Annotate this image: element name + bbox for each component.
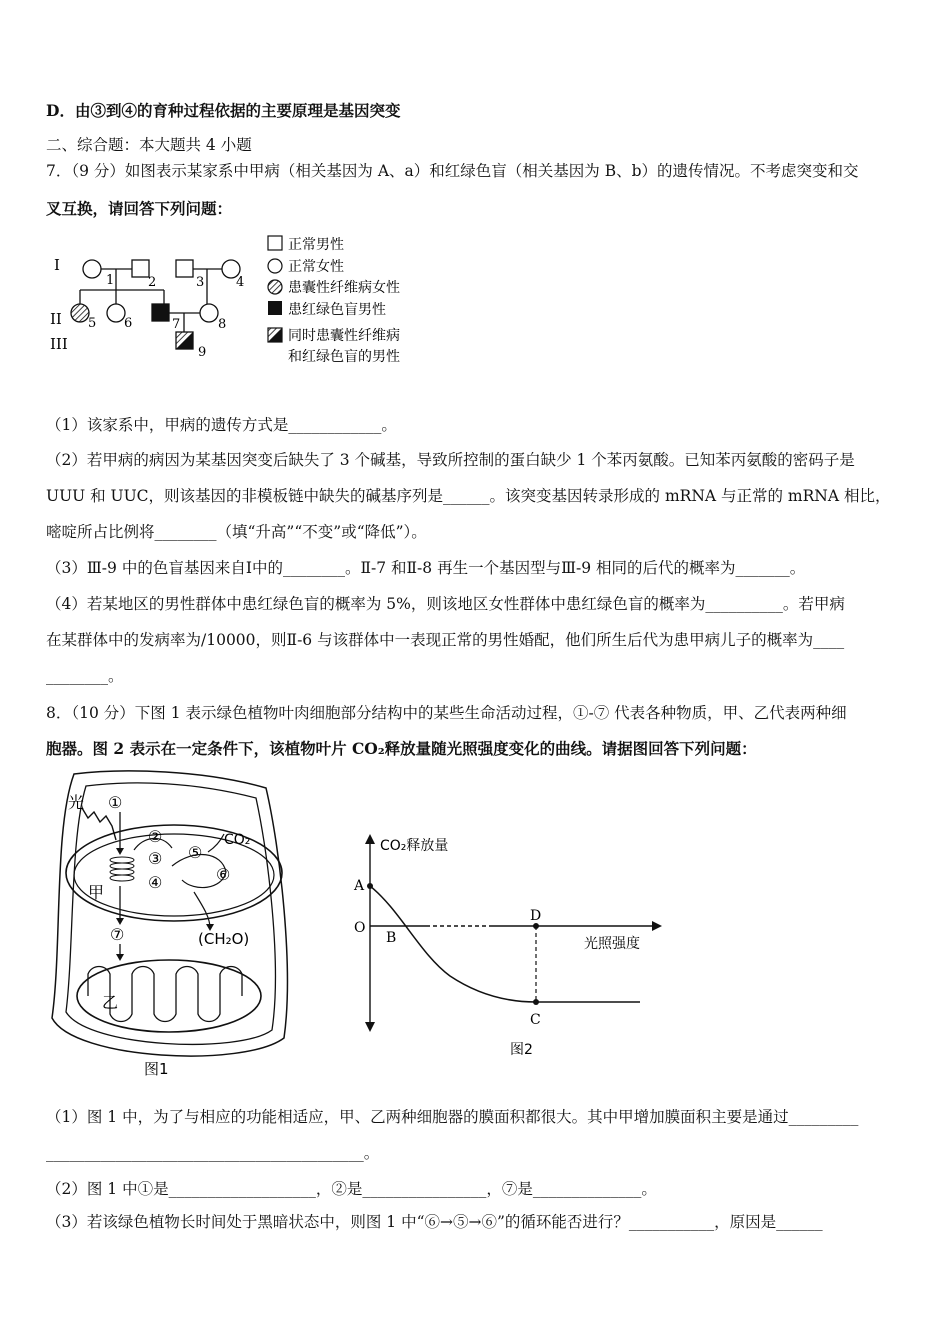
q7-part2-line2: UUU 和 UUC，则该基因的非模板链中缺失的碱基序列是______。该突变基因转录形成的 mRNA 与正常的 mRNA 相比， [46, 487, 891, 505]
legend-normal-male: 正常男性 [288, 237, 344, 253]
label-9: 9 [198, 345, 207, 360]
substance-4: ④ [148, 873, 163, 892]
label-D: D [530, 908, 542, 924]
q8-part2: （2）图 1 中①是___________________，②是________________，⑦是______________。 [46, 1180, 657, 1198]
light-label: 光 [68, 793, 85, 812]
legend-normal-female: 正常女性 [288, 259, 344, 275]
option-d: D．由③到④的育种过程依据的主要原理是基因突变 [46, 101, 401, 120]
individual-I-2 [132, 260, 149, 277]
light-arrow [82, 808, 116, 840]
substance-7: ⑦ [110, 925, 125, 944]
label-4: 4 [236, 275, 245, 290]
label-6: 6 [124, 316, 133, 331]
y-axis-label: CO₂释放量 [380, 838, 449, 854]
x-axis-label: 光照强度 [584, 936, 640, 952]
ch2o-label: (CH₂O) [198, 930, 250, 948]
individual-I-1 [83, 260, 101, 278]
grana-stack [110, 857, 134, 881]
individual-I-3 [176, 260, 193, 277]
q8-part3: （3）若该绿色植物长时间处于黑暗状态中，则图 1 中“⑥→⑤→⑥”的循环能否进行？___________，原因是______ [46, 1213, 823, 1231]
label-2: 2 [148, 275, 157, 290]
substance-6: ⑥ [216, 865, 231, 884]
q7-part4-line3: ________。 [46, 667, 124, 685]
organelle-yi-label: 乙 [102, 993, 119, 1012]
substance-2: ② [148, 827, 163, 846]
point-A [367, 883, 373, 889]
q8-stem-line2: 胞器。图 2 表示在一定条件下，该植物叶片 CO₂释放量随光照强度变化的曲线。请据图回答下列问题： [46, 739, 757, 758]
q7-part1: （1）该家系中，甲病的遗传方式是____________。 [46, 416, 397, 434]
q7-stem-line2: 叉互换，请回答下列问题： [46, 199, 233, 218]
q7-part2-line3: 嘧啶所占比例将________（填“升高”“不变”或“降低”）。 [46, 523, 427, 541]
legend-cf-female: 患囊性纤维病女性 [288, 280, 400, 296]
figure-1-cell-diagram [44, 768, 294, 1080]
pedigree-legend [268, 236, 400, 365]
generation-label-2: II [50, 310, 62, 328]
legend-both-male-line1: 同时患囊性纤维病 [288, 328, 400, 344]
individual-II-7 [152, 304, 169, 321]
q7-part2-line1: （2）若甲病的病因为某基因突变后缺失了 3 个碱基，导致所控制的蛋白缺少 1 个苯丙氨酸。已知苯丙氨酸的密码子是 [46, 451, 855, 469]
q8-part1-line1: （1）图 1 中，为了与相应的功能相适应，甲、乙两种细胞器的膜面积都很大。其中甲增加膜面积主要是通过_________ [46, 1108, 859, 1126]
label-5: 5 [88, 316, 97, 331]
section-header: 二、综合题：本大题共 4 小题 [46, 136, 252, 154]
legend-colorblind-male: 患红绿色盲男性 [288, 302, 386, 318]
label-B: B [386, 930, 397, 946]
pedigree-chart [44, 232, 444, 372]
figure-2-caption: 图2 [510, 1042, 533, 1058]
individual-II-5 [71, 304, 89, 322]
substance-3: ③ [148, 849, 163, 868]
label-1: 1 [106, 273, 115, 288]
figure-2-co2-curve [340, 824, 670, 1064]
generation-label-1: I [54, 256, 60, 274]
individual-II-6 [107, 304, 125, 322]
label-3: 3 [196, 275, 205, 290]
substance-1: ① [108, 793, 123, 812]
label-O: O [354, 920, 366, 936]
q7-part3: （3）Ⅲ-9 中的色盲基因来自Ⅰ中的________。Ⅱ-7 和Ⅱ-8 再生一个基因型与Ⅲ-9 相同的后代的概率为_______。 [46, 559, 806, 577]
q7-stem-line1: 7．（9 分）如图表示某家系中甲病（相关基因为 A、a）和红绿色盲（相关基因为 B、b）的遗传情况。不考虑突变和交 [46, 162, 859, 180]
label-A: A [354, 878, 365, 894]
label-7: 7 [172, 317, 181, 332]
co2-label: CO₂ [224, 832, 251, 848]
legend-both-male-line2: 和红绿色盲的男性 [288, 349, 400, 365]
individual-II-8 [200, 304, 218, 322]
organelle-jia-label: 甲 [88, 883, 105, 902]
substance-5: ⑤ [188, 843, 203, 862]
q8-stem-line1: 8．（10 分）下图 1 表示绿色植物叶肉细胞部分结构中的某些生命活动过程，①-⑦ 代表各种物质，甲、乙代表两种细 [46, 704, 847, 722]
q7-part4-line1: （4）若某地区的男性群体中患红绿色盲的概率为 5%，则该地区女性群体中患红绿色盲的概率为__________。若甲病 [46, 595, 845, 613]
generation-label-3: III [50, 335, 68, 353]
q7-part4-line2: 在某群体中的发病率为/10000，则Ⅱ-6 与该群体中一表现正常的男性婚配，他们所生后代为患甲病儿子的概率为____ [46, 631, 845, 649]
q8-part1-line2: _________________________________________。 [46, 1144, 380, 1162]
label-8: 8 [218, 317, 227, 332]
label-C: C [530, 1012, 541, 1028]
figure-1-caption: 图1 [144, 1060, 169, 1078]
